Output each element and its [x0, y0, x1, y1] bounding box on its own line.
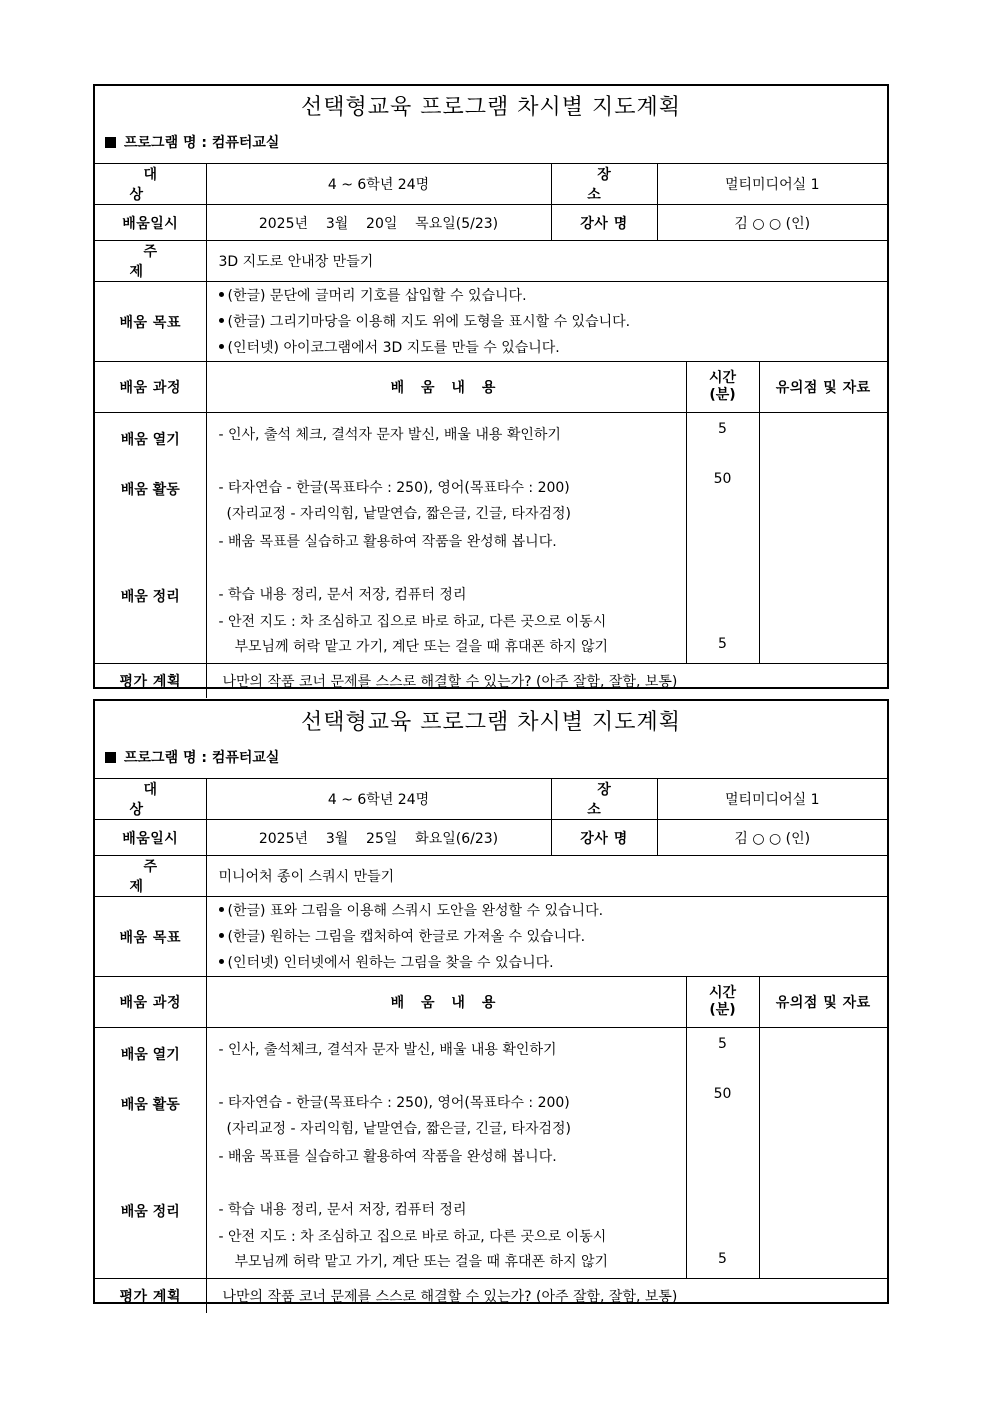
eval-label: 평가 계획 [95, 1279, 206, 1314]
bullet-icon [219, 292, 224, 297]
stage-open: 배움 열기 [120, 432, 180, 448]
target-value: 4 ~ 6학년 24명 [206, 779, 551, 820]
place-label: 장 소 [551, 164, 657, 205]
goals-label: 배움 목표 [95, 282, 206, 362]
content-line: - 학습 내용 정리, 문서 저장, 컴퓨터 정리 [218, 1202, 467, 1218]
stage-close: 배움 정리 [120, 1204, 180, 1220]
content-line: - 안전 지도 : 차 조심하고 집으로 바로 하교, 다른 곳으로 이동시 [218, 614, 607, 630]
list-item: (인터넷) 아이코그램에서 3D 지도를 만들 수 있습니다. [207, 335, 888, 361]
content-line: - 타자연습 - 한글(목표타수 : 250), 영어(목표타수 : 200) [218, 1095, 570, 1111]
target-value: 4 ~ 6학년 24명 [206, 164, 551, 205]
topic-value: 3D 지도로 안내장 만들기 [206, 241, 887, 282]
stage-activity: 배움 활동 [120, 1097, 180, 1113]
time-value: 50 [713, 471, 732, 487]
date-value: 2025년 3월 20일 목요일(5/23) [206, 205, 551, 241]
bullet-icon [219, 933, 224, 938]
list-item: (인터넷) 인터넷에서 원하는 그림을 찾을 수 있습니다. [207, 950, 888, 976]
plan-table [95, 779, 887, 1313]
list-item: (한글) 원하는 그림을 캡처하여 한글로 가져올 수 있습니다. [207, 924, 888, 950]
time-cell [686, 1028, 759, 1279]
goals-label: 배움 목표 [95, 897, 206, 977]
topic-value: 미니어처 종이 스쿼시 만들기 [206, 856, 887, 897]
content-line: - 안전 지도 : 차 조심하고 집으로 바로 하교, 다른 곳으로 이동시 [218, 1229, 607, 1245]
time-value: 5 [718, 421, 727, 437]
program-name: 프로그램 명 : 컴퓨터교실 [124, 750, 280, 766]
program-name-row [95, 743, 887, 779]
lesson-plan-1 [93, 84, 889, 689]
time-cell [686, 413, 759, 664]
content-line: - 인사, 출석체크, 결석자 문자 발신, 배울 내용 확인하기 [218, 1042, 557, 1058]
content-line: - 인사, 출석 체크, 결석자 문자 발신, 배울 내용 확인하기 [218, 427, 561, 443]
plan-title: 선택형교육 프로그램 차시별 지도계획 [300, 710, 681, 735]
plan-title: 선택형교육 프로그램 차시별 지도계획 [300, 95, 681, 120]
topic-label: 주 제 [95, 856, 206, 897]
date-value: 2025년 3월 25일 화요일(6/23) [206, 820, 551, 856]
stage-open: 배움 열기 [120, 1047, 180, 1063]
stage-activity: 배움 활동 [120, 482, 180, 498]
teacher-value: 김 ○ ○ (인) [657, 820, 887, 856]
square-bullet-icon [105, 752, 116, 763]
bullet-icon [219, 344, 224, 349]
eval-value: 나만의 작품 코너 문제를 스스로 해결할 수 있는가? (아주 잘함, 잘함, 보통) [206, 1279, 887, 1314]
teacher-value: 김 ○ ○ (인) [657, 205, 887, 241]
list-item: (한글) 문단에 글머리 기호를 삽입할 수 있습니다. [207, 283, 888, 309]
process-stages [95, 1028, 206, 1279]
place-label: 장 소 [551, 779, 657, 820]
list-item: (한글) 그리기마당을 이용해 지도 위에 도형을 표시할 수 있습니다. [207, 309, 888, 335]
program-name-row [95, 128, 887, 164]
content-line: - 타자연습 - 한글(목표타수 : 250), 영어(목표타수 : 200) [218, 480, 570, 496]
notes-header: 유의점 및 자료 [759, 977, 887, 1028]
bullet-icon [219, 318, 224, 323]
topic-label: 주 제 [95, 241, 206, 282]
time-header: 시간 (분) [686, 977, 759, 1028]
process-stages [95, 413, 206, 664]
content-line: (자리교정 - 자리익힘, 낱말연습, 짧은글, 긴글, 타자검정) [226, 506, 571, 522]
lesson-plan-2 [93, 699, 889, 1304]
date-label: 배움일시 [95, 205, 206, 241]
eval-label: 평가 계획 [95, 664, 206, 699]
target-label: 대 상 [95, 779, 206, 820]
notes-header: 유의점 및 자료 [759, 362, 887, 413]
goals-list [206, 897, 887, 977]
stage-close: 배움 정리 [120, 589, 180, 605]
time-header: 시간 (분) [686, 362, 759, 413]
bullet-icon [219, 907, 224, 912]
time-value: 5 [718, 1251, 727, 1267]
notes-cell [759, 1028, 887, 1279]
eval-value: 나만의 작품 코너 문제를 스스로 해결할 수 있는가? (아주 잘함, 잘함, 보통) [206, 664, 887, 699]
time-value: 50 [713, 1086, 732, 1102]
content-line: - 학습 내용 정리, 문서 저장, 컴퓨터 정리 [218, 587, 467, 603]
place-value: 멀티미디어실 1 [657, 164, 887, 205]
place-value: 멀티미디어실 1 [657, 779, 887, 820]
goals-list [206, 282, 887, 362]
process-header: 배움 과정 [95, 362, 206, 413]
notes-cell [759, 413, 887, 664]
list-item: (한글) 표와 그림을 이용해 스쿼시 도안을 완성할 수 있습니다. [207, 898, 888, 924]
content-cell [206, 413, 686, 664]
teacher-label: 강사 명 [551, 205, 657, 241]
content-cell [206, 1028, 686, 1279]
square-bullet-icon [105, 137, 116, 148]
process-header: 배움 과정 [95, 977, 206, 1028]
content-line: - 배움 목표를 실습하고 활용하여 작품을 완성해 봅니다. [218, 1149, 557, 1165]
time-value: 5 [718, 636, 727, 652]
program-name: 프로그램 명 : 컴퓨터교실 [124, 135, 280, 151]
bullet-icon [219, 959, 224, 964]
content-header: 배 움 내 용 [206, 362, 686, 413]
time-value: 5 [718, 1036, 727, 1052]
content-line: 부모님께 허락 맡고 가기, 계단 또는 걸을 때 휴대폰 하지 않기 [234, 639, 609, 655]
plan-table [95, 164, 887, 698]
content-line: 부모님께 허락 맡고 가기, 계단 또는 걸을 때 휴대폰 하지 않기 [234, 1254, 609, 1270]
content-header: 배 움 내 용 [206, 977, 686, 1028]
content-line: - 배움 목표를 실습하고 활용하여 작품을 완성해 봅니다. [218, 534, 557, 550]
date-label: 배움일시 [95, 820, 206, 856]
target-label: 대 상 [95, 164, 206, 205]
content-line: (자리교정 - 자리익힘, 낱말연습, 짧은글, 긴글, 타자검정) [226, 1121, 571, 1137]
teacher-label: 강사 명 [551, 820, 657, 856]
